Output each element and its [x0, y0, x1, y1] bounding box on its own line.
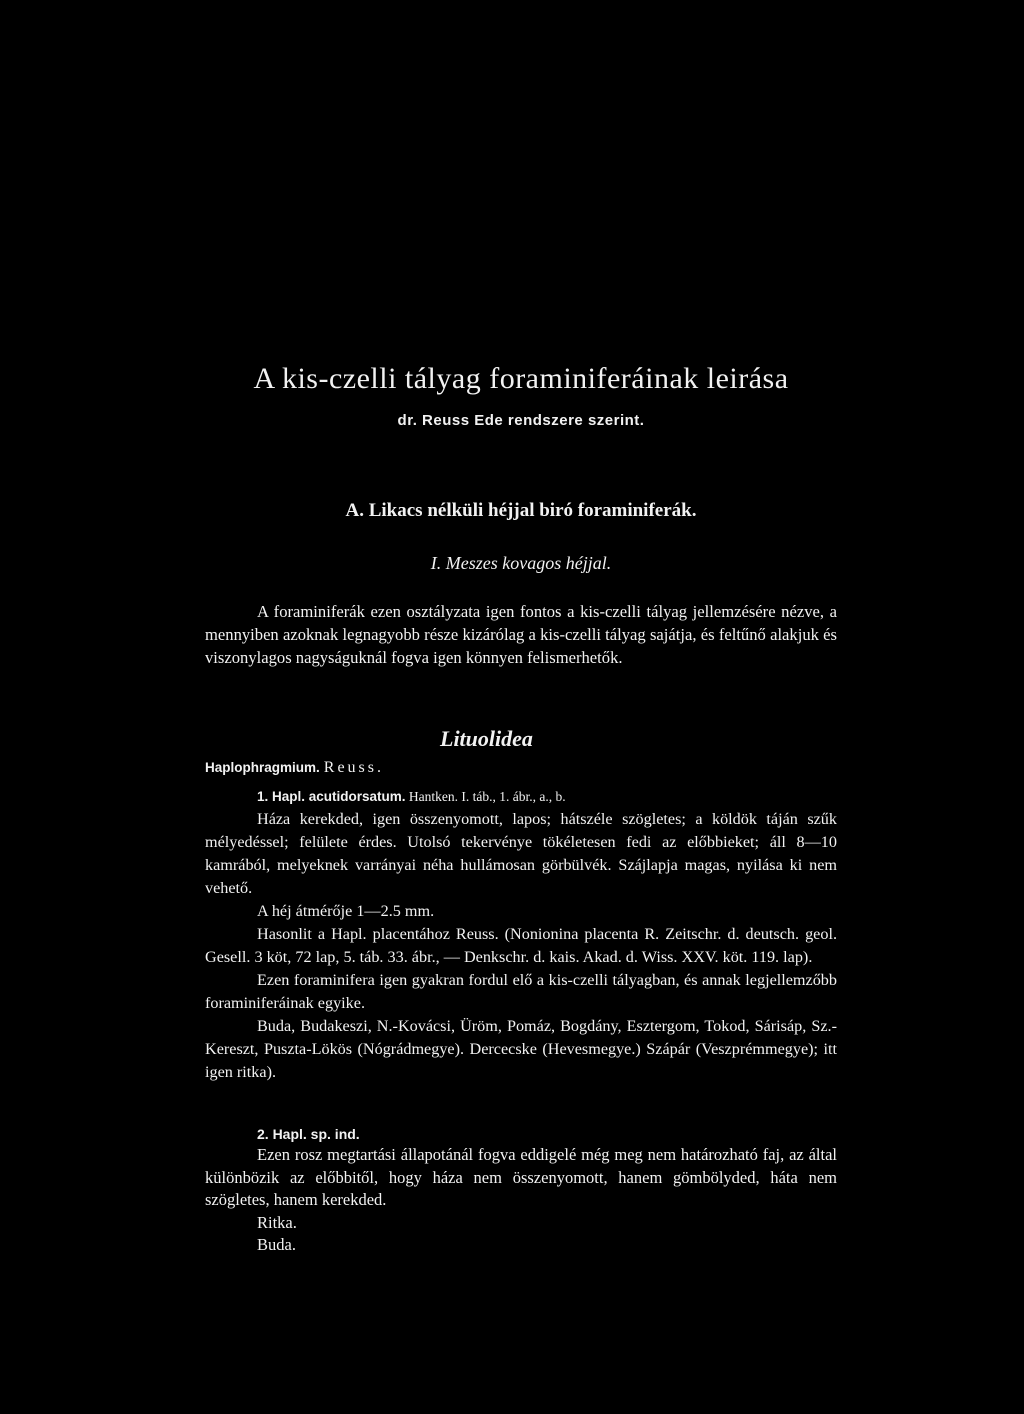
description-paragraph: Háza kerekded, igen összenyomott, lapos; hátszéle szögletes; a köldök táján szűk mélyedéssel; felülete érdes. Utolsó tekervénye tökéletesen fedi az előbbieket; áll 8—10 kamrából, melyeknek varrányai néha hullámosan görbülvék. Szájlapja magas, nyilása ki nem vehető.	[205, 810, 837, 897]
description-paragraph: A héj átmérője 1—2.5 mm.	[257, 902, 435, 920]
species-1-name: 1. Hapl. acutidorsatum.	[257, 789, 406, 804]
section-heading-i: I. Meszes kovagos héjjal.	[430, 553, 612, 573]
description-paragraph: Ezen rosz megtartási állapotánál fogva eddigelé még meg nem határozható faj, az által különbözik az előbbitől, hogy háza nem összenyomott, hanem gömbölyded, háta nem szögletes, hanem kerekded.	[205, 1145, 837, 1209]
species-2-name: 2. Hapl. sp. ind.	[257, 1126, 360, 1142]
section-heading-a: A. Likacs nélküli héjjal biró foraminiferák.	[345, 500, 697, 521]
species-1-reference: Hantken. I. táb., 1. ábr., a., b.	[408, 789, 566, 804]
page-title: A kis-czelli tályag foraminiferáinak leirása	[253, 362, 789, 395]
page-subtitle: dr. Reuss Ede rendszere szerint.	[397, 412, 645, 429]
genus-line	[205, 759, 837, 777]
description-paragraph: Buda, Budakeszi, N.-Kovácsi, Üröm, Pomáz, Bogdány, Esztergom, Tokod, Sárisáp, Sz.-Kereszt, Puszta-Lökös (Nógrádmegye). Dercecske (Hevesmegye.) Szápár (Veszprémmegye); itt igen ritka).	[205, 1017, 837, 1081]
locality-note: Buda.	[257, 1235, 296, 1254]
species-2-description	[205, 1144, 837, 1257]
intro-paragraph: A foraminiferák ezen osztályzata igen fontos a kis-czelli tályag jellemzésére nézve, a mennyiben azoknak legnagyobb része kizárólag a kis-czelli tályag sajátja, és feltűnő alakjuk és viszonylagos nagyságuknál fogva igen könnyen felismerhetők.	[205, 602, 837, 667]
rarity-note: Ritka.	[257, 1212, 297, 1232]
description-paragraph: Hasonlit a Hapl. placentához Reuss. (Nonionina placenta R. Zeitschr. d. deutsch. geol. Gesell. 3 köt, 72 lap, 5. táb. 33. ábr., — Denkschr. d. kais. Akad. d. Wiss. XXV. köt. 119. lap).	[205, 925, 837, 966]
description-paragraph: Ezen foraminifera igen gyakran fordul elő a kis-czelli tályagban, és annak legjellemzőbb foraminiferáinak egyike.	[205, 971, 837, 1012]
species-1-description	[205, 808, 837, 1084]
family-heading: Lituolidea	[440, 726, 533, 751]
genus-name: Haplophragmium.	[205, 760, 320, 775]
species-2-heading	[205, 1126, 889, 1144]
genus-author: Reuss.	[323, 759, 384, 776]
species-1-heading	[205, 789, 889, 805]
